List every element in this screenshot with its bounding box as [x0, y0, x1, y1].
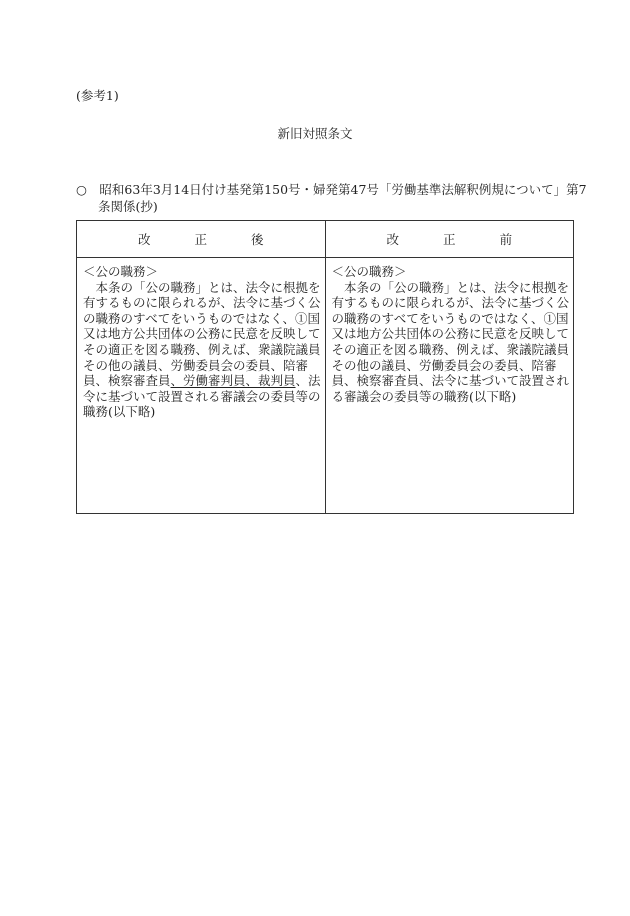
text-line: の職務のすべてをいうものではなく、①国 [331, 310, 569, 326]
text-segment: 、法 [295, 373, 321, 389]
intro-line-2: 条関係(抄) [98, 199, 158, 214]
text-line: 本条の「公の職務」とは、法令に根拠を [331, 279, 570, 295]
text-line: 令に基づいて設置される審議会の委員等の [83, 388, 321, 404]
header-before [325, 221, 574, 258]
text-segment: 員、検察審査員 [83, 373, 171, 389]
header-char: 後 [251, 232, 264, 247]
header-char: 改 [386, 232, 400, 247]
section-heading: ＜公の職務＞ [331, 264, 407, 279]
text-line: の職務のすべてをいうものではなく、①国 [83, 310, 321, 326]
text-line: その他の議員、労働委員会の委員、陪審 [83, 357, 309, 373]
text-line: 有するものに限られるが、法令に基づく公 [83, 295, 321, 311]
before-cell [325, 258, 574, 514]
header-char: 前 [499, 232, 513, 247]
text-line [83, 373, 321, 389]
text-line: 本条の「公の職務」とは、法令に根拠を [83, 279, 321, 295]
text-line: 又は地方公共団体の公務に民意を反映して [83, 326, 321, 342]
header-after [77, 221, 326, 258]
text-line: その他の議員、労働委員会の委員、陪審 [331, 357, 557, 373]
section-heading: ＜公の職務＞ [83, 264, 159, 279]
text-line: 有するものに限られるが、法令に基づく公 [331, 295, 570, 311]
text-line: る審議会の委員等の職務(以下略) [331, 388, 517, 404]
after-cell [77, 258, 326, 514]
header-char: 正 [443, 232, 456, 247]
text-line: 員、検察審査員、法令に基づいて設置され [331, 373, 570, 389]
comparison-table [76, 220, 574, 514]
text-line: その適正を図る職務、例えば、衆議院議員 [83, 341, 321, 357]
amended-text: 、労働審判員、裁判員 [170, 373, 296, 389]
intro-line-1: ○ 昭和63年3月14日付け基発第150号・婦発第47号「労働基準法解釈例規について」第7 [76, 182, 587, 197]
reference-label: (参考1) [76, 88, 119, 103]
header-char: 正 [194, 232, 208, 247]
page-title: 新旧対照条文 [277, 126, 353, 141]
text-line: その適正を図る職務、例えば、衆議院議員 [331, 341, 570, 357]
header-char: 改 [138, 232, 151, 247]
text-line: 職務(以下略) [83, 404, 156, 420]
text-line: 又は地方公共団体の公務に民意を反映して [331, 326, 570, 342]
